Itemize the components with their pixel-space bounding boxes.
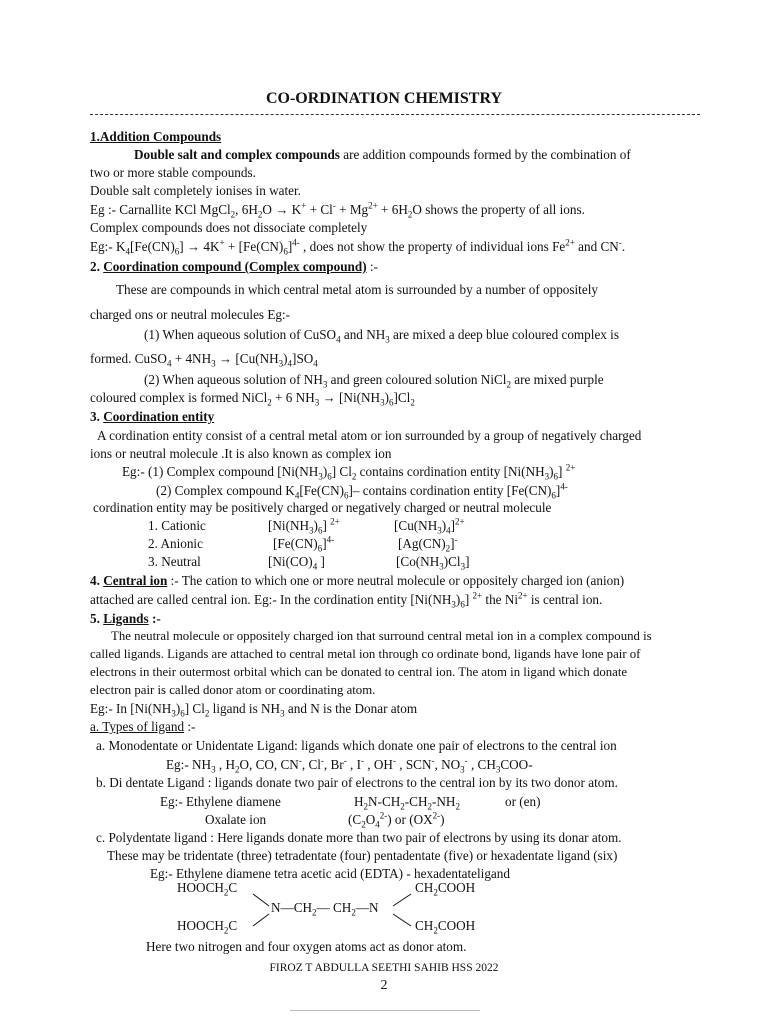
page-title: CO-ORDINATION CHEMISTRY bbox=[265, 90, 503, 107]
footer-credit: FIROZ T ABDULLA SEETHI SAHIB HSS 2022 bbox=[269, 962, 499, 974]
text-line: Double salt completely ionises in water. bbox=[90, 183, 301, 198]
text-line: A cordination entity consist of a central metal atom or ion surrounded by a group of negatively charged bbox=[97, 428, 642, 443]
page-number: 2 bbox=[380, 978, 388, 993]
subsection-heading-types: a. Types of ligand :- bbox=[90, 719, 196, 734]
list-item: 1. Cationic $[Ni(NH_3)_6]$ $^{2+}$ $[Cu(NH_3)_4]^{2+}$ bbox=[148, 516, 465, 536]
text-line: charged ons or neutral molecules Eg:- bbox=[90, 307, 291, 322]
edta-structure bbox=[175, 880, 515, 940]
text-line: a. Monodentate or Unidentate Ligand: ligands which donate one pair of electrons to the central ion bbox=[96, 738, 617, 753]
text-line: c. Polydentate ligand : Here ligands donate more than two pair of electrons by using its donar atom. bbox=[96, 830, 622, 845]
text-line: Here two nitrogen and four oxygen atoms act as donor atom. bbox=[146, 939, 467, 954]
text-line: Double salt and complex compounds are addition compounds formed by the combination of bbox=[134, 147, 631, 162]
text-line: attached are called central ion. Eg:- In the cordination entity $[Ni(NH_3)_6]$ $^{2+}$ the $Ni^{2+}$ is central ion. bbox=[90, 590, 603, 610]
equation-line: Eg:- Ethylene diamene $H_2N-CH_2-CH_2-NH_2$ or (en) bbox=[160, 794, 541, 812]
text-line: Eg:- (1) Complex compound $[Ni(NH_3)_6]$ $Cl_2$ contains cordination entity $[Ni(NH_3)_6]$ $^{2+}$ bbox=[122, 462, 576, 482]
text-line: Eg:- In $[Ni(NH_3)_6]$ $Cl_2$ ligand is $NH_3$ and N is the Donar atom bbox=[90, 701, 418, 719]
text-line: b. Di dentate Ligand : ligands donate two pair of electrons to the central ion by its two donor atom. bbox=[96, 775, 618, 790]
text-line: cordination entity may be positively charged or negatively charged or neutral molecule bbox=[93, 500, 552, 515]
text-line: These may be tridentate (three) tetradentate (four) pentadentate (five) or hexadentate ligand (six) bbox=[107, 848, 618, 863]
equation-line: Eg :- Carnallite KCl MgCl$_2$, $6H_2O \to K^+ + Cl^- + Mg^{2+} + 6H_2O$ shows the property of all ions. bbox=[90, 200, 585, 220]
text-line: (2) When aqueous solution of $NH_3$ and green coloured solution NiCl$_2$ are mixed purple bbox=[144, 372, 604, 390]
section-heading-central-ion: 4. Central ion :- The cation to which one or more neutral molecule or oppositely charged ion (anion) bbox=[90, 573, 625, 588]
equation-line: coloured complex is formed NiCl$_2$ + 6 $NH_3 \to [Ni(NH_3)_6]Cl_2$ bbox=[90, 390, 415, 408]
edta-backbone: $N—CH_2—$ $CH_2—N$ bbox=[271, 900, 379, 918]
section-heading-coordination-compound: 2. Coordination compound (Complex compound) :- bbox=[90, 259, 378, 274]
section-heading-addition: 1.Addition Compounds bbox=[90, 129, 222, 144]
bottom-rule bbox=[290, 1010, 480, 1011]
divider bbox=[90, 114, 700, 115]
text-line: The neutral molecule or oppositely charged ion that surround central metal ion in a complex compound is bbox=[111, 629, 652, 643]
edta-left-bottom: $HOOCH_2C$ bbox=[177, 918, 238, 936]
section-heading-ligands: 5. Ligands :- bbox=[90, 611, 161, 626]
text-line: Complex compounds does not dissociate completely bbox=[90, 220, 368, 235]
equation-line: Eg:- $K_4[Fe(CN)_6] \to 4K^+ + [Fe(CN)_6]^{4-}$ , does not show the property of individual ions $Fe^{2+}$ and CN-. bbox=[90, 237, 626, 257]
text-line: (1) When aqueous solution of CuSO$_4$ and $NH_3$ are mixed a deep blue coloured complex is bbox=[144, 327, 619, 345]
equation-line: Oxalate ion $(C_2O_4^{2-})$ or $(OX^{2-})$ bbox=[205, 810, 445, 830]
text-line: These are compounds in which central metal atom is surrounded by a number of oppositely bbox=[116, 282, 598, 297]
text-line: (2) Complex compound $K_4[Fe(CN)_6]-$ contains cordination entity $[Fe(CN)_6]^{4-}$ bbox=[156, 481, 568, 501]
edta-right-top: $CH_2COOH$ bbox=[415, 880, 476, 898]
text-line: electron pair is called donor atom or coordinating atom. bbox=[90, 683, 376, 697]
edta-left-top: $HOOCH_2C$ bbox=[177, 880, 238, 898]
edta-right-bottom: $CH_2COOH$ bbox=[415, 918, 476, 936]
list-item: 3. Neutral [$Ni(CO)_4$ ] $[Co(NH_3)Cl_3]$ bbox=[148, 554, 470, 572]
text-line: electrons in their outermost orbital which can be donated to central ion. The atom in ligand which donate bbox=[90, 665, 628, 679]
text-line: two or more stable compounds. bbox=[90, 165, 256, 180]
text-line: ions or neutral molecule .It is also known as complex ion bbox=[90, 446, 392, 461]
section-heading-coordination-entity: 3. Coordination entity bbox=[90, 409, 215, 424]
equation-line: formed. CuSO$_4$ + $4NH_3 \to [Cu(NH_3)_4]SO_4$ bbox=[90, 351, 318, 369]
equation-line: Eg:- $NH_3$ , $H_2O$, CO, CN-, Cl-, Br- , I- , OH- , SCN-, $NO_3^-$ , $CH_3COO-$ bbox=[166, 755, 533, 775]
list-item: 2. Anionic $[Fe(CN)_6]^{4-}$ $[Ag(CN)_2]^-$ bbox=[148, 534, 458, 554]
text-line: called ligands. Ligands are attached to central metal ion through co ordinate bond, ligands have lone pair of bbox=[90, 647, 641, 661]
text-line: Eg:- Ethylene diamene tetra acetic acid (EDTA) - hexadentateligand bbox=[150, 866, 510, 881]
